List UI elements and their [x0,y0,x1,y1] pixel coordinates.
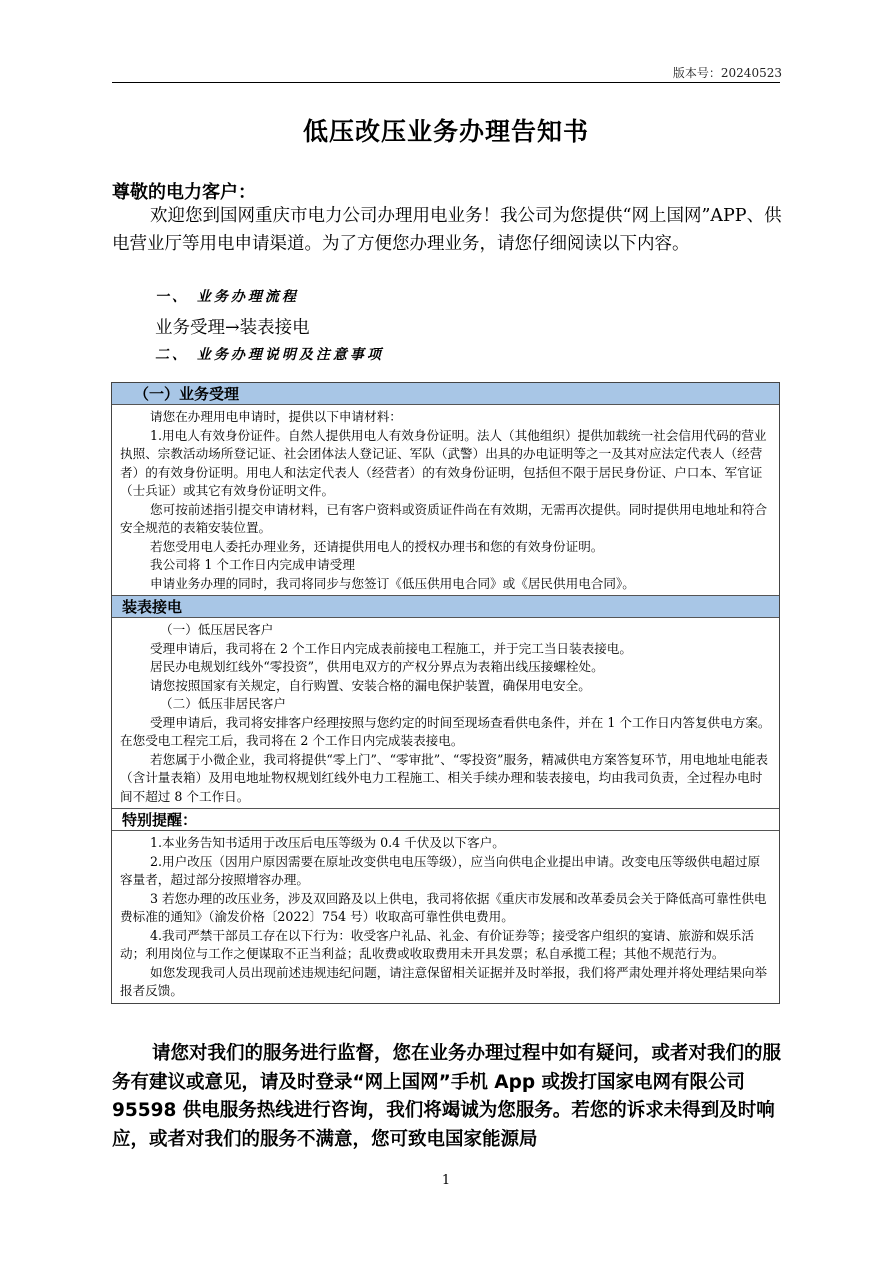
installation-line: 受理申请后，我司将在 2 个工作日内完成表前接电工程施工，并于完工当日装表接电。 [150,640,632,656]
installation-body [112,618,779,809]
intro-paragraph: 欢迎您到国网重庆市电力公司办理用电业务！我公司为您提供“网上国网”APP、供电营业厅等用电申请渠道。为了方便您办理业务，请您仔细阅读以下内容。 [112,206,782,254]
reminder-body [112,831,779,1003]
acceptance-line: 申请业务办理的同时，我司将同步与您签订《低压供用电合同》或《居民供用电合同》。 [150,575,635,591]
installation-line: （二）低压非居民客户 [160,696,286,711]
installation-line: 居民办电规划红线外“零投资”，供用电双方的产权分界点为表箱出线压接螺栓处。 [150,659,604,674]
reminder-line: 如您发现我司人员出现前述违规违纪问题，请注意保留相关证据并及时举报，我们将严肃处理并将处理结果向举报者反馈。 [120,964,768,998]
notice-table [111,382,780,1004]
acceptance-header: （一）业务受理 [112,383,779,405]
reminder-line: 4.我司严禁干部员工存在以下行为：收受客户礼品、礼金、有价证券等；接受客户组织的宴请、旅游和娱乐活动；利用岗位与工作之便谋取不正当利益；乱收费或收取费用未开具发票；私自承揽工程；其他不规范行为。 [120,927,754,961]
acceptance-body [112,405,779,596]
header-rule [112,82,780,83]
greeting: 尊敬的电力客户： [112,182,256,203]
acceptance-line: 请您在办理用电申请时，提供以下申请材料： [150,409,402,424]
installation-line: （一）低压居民客户 [160,622,274,637]
page-number: 1 [441,1173,451,1188]
acceptance-line: 若您受用电人委托办理业务，还请提供用电人的授权办理书和您的有效身份证明。 [150,538,604,554]
reminder-line: 1.本业务告知书适用于改压后电压等级为 0.4 千伏及以下客户。 [150,835,505,850]
acceptance-line: 您可按前述指引提交申请材料，已有客户资料或资质证件尚在有效期，无需再次提供。同时提供用电地址和符合安全规范的表箱安装位置。 [120,501,768,535]
reminder-header: 特别提醒： [112,809,779,831]
section-heading-process: 一、 业务办理流程 [155,289,299,305]
reminder-line: 3 若您办理的改压业务，涉及双回路及以上供电，我司将依据《重庆市发展和改革委员会关于降低高可靠性供电费标准的通知》（渝发价格〔2022〕754 号）收取高可靠性供电费用。 [120,890,767,924]
acceptance-line: 我公司将 1 个工作日内完成申请受理 [150,557,355,572]
reminder-line: 2.用户改压（因用户原因需要在原址改变供电电压等级），应当向供电企业提出申请。改变电压等级供电超过原容量者，超过部分按照增容办理。 [120,853,761,887]
acceptance-line: 1.用电人有效身份证件。自然人提供用电人有效身份证明。法人（其他组织）提供加载统一社会信用代码的营业执照、宗教活动场所登记证、社会团体法人登记证、军队（武警）出具的办电证明等之一及其对应法定代表人（经营者）的有效身份证明。用电人和法定代表人（经营者）的有效身份证明，包括但不限于居民身份证、户口本、军官证（士兵证）或其它有效身份证明文件。 [120,427,767,498]
page-title: 低压改压业务办理告知书 [302,117,589,146]
installation-line: 请您按照国家有关规定，自行购置、安装合格的漏电保护装置，确保用电安全。 [150,677,591,693]
closing-paragraph: 请您对我们的服务进行监督，您在业务办理过程中如有疑问，或者对我们的服务有建议或意见，请及时登录“网上国网”手机 App 或拨打国家电网有限公司 95598 供电服务热线进行咨询，我们将竭诚为您服务。若您的诉求未得到及时响应，或者对我们的服务不满意，您可致电国家能源局 [112,1043,782,1150]
installation-line: 若您属于小微企业，我司将提供“零上门”、“零审批”、“零投资”服务，精减供电方案答复环节，用电地址电能表（含计量表箱）及用电地址物权规划红线外电力工程施工、相关手续办理和装表接电，均由我司负责，全过程办电时间不超过 8 个工作日。 [120,751,768,804]
version-number: 版本号：20240523 [672,66,782,80]
installation-header: 装表接电 [112,596,779,618]
section-heading-notes: 二、 业务办理说明及注意事项 [155,347,384,363]
installation-line: 受理申请后，我司将安排客户经理按照与您约定的时间至现场查看供电条件，并在 1 个工作日内答复供电方案。在您受电工程完工后，我司将在 2 个工作日内完成装表接电。 [120,714,771,748]
process-flow: 业务受理→装表接电 [155,318,310,338]
